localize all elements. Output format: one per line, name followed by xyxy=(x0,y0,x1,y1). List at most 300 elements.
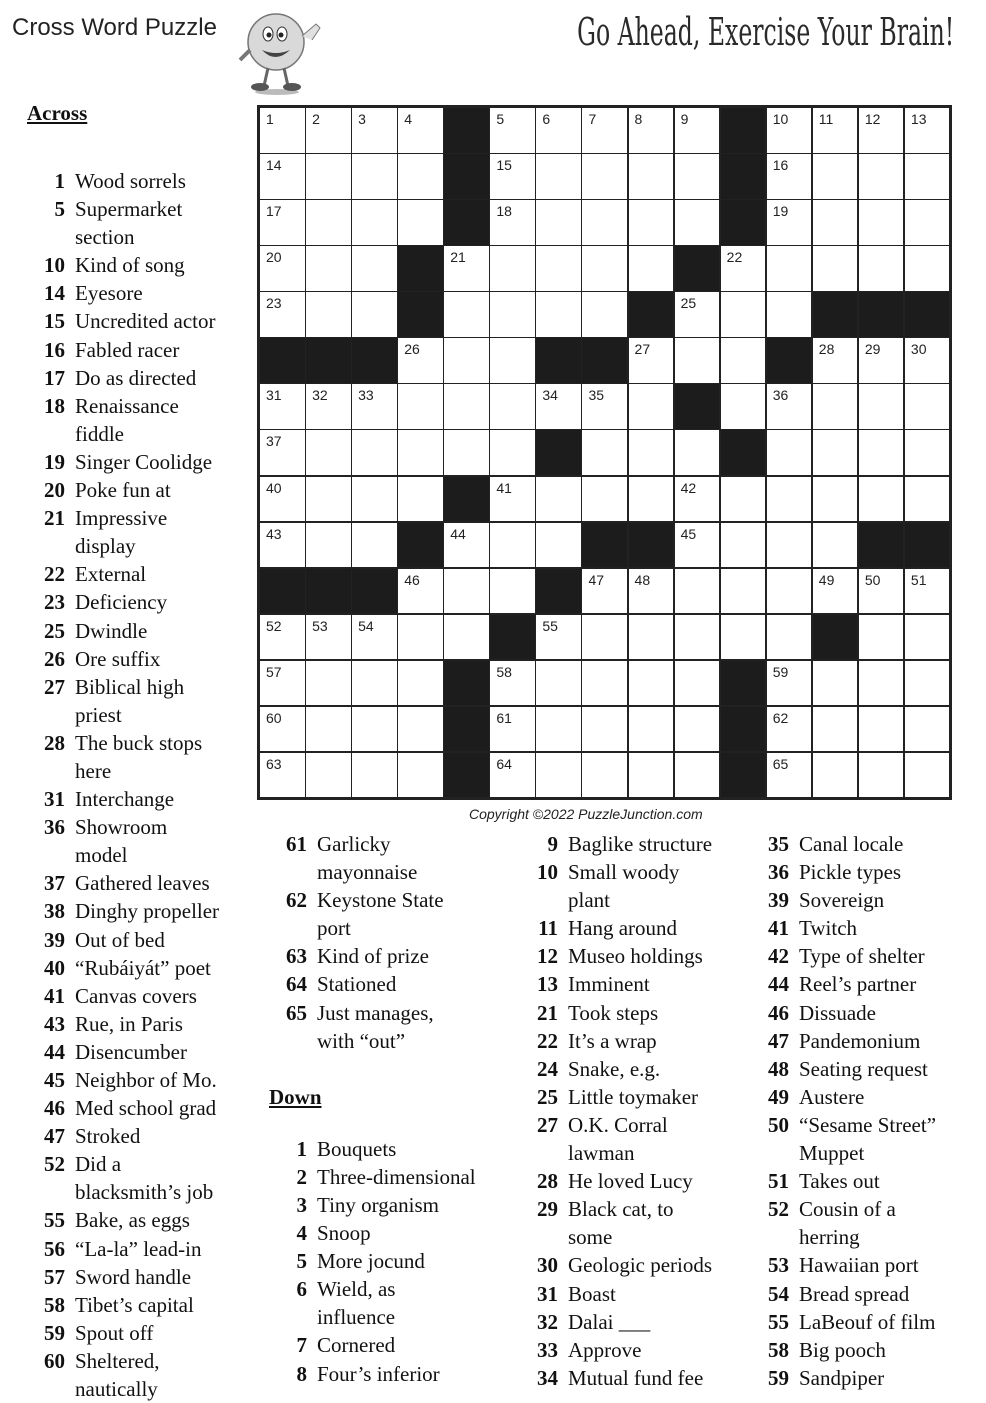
grid-cell[interactable] xyxy=(397,107,444,154)
clue-text: blacksmith’s job xyxy=(75,1180,214,1205)
grid-cell[interactable] xyxy=(858,752,905,799)
grid-cell[interactable] xyxy=(351,660,398,707)
clue-item xyxy=(751,1195,936,1223)
grid-cell[interactable] xyxy=(259,245,306,292)
clue-item xyxy=(269,886,476,914)
clue-item xyxy=(751,1308,936,1336)
grid-cell[interactable] xyxy=(489,476,536,523)
clue-number: 47 xyxy=(44,1124,65,1149)
grid-cell[interactable] xyxy=(812,245,859,292)
grid-cell[interactable] xyxy=(628,429,675,476)
grid-cell[interactable] xyxy=(904,429,951,476)
grid-cell[interactable] xyxy=(489,153,536,200)
grid-cell[interactable] xyxy=(305,752,352,799)
grid-cell[interactable] xyxy=(812,337,859,384)
grid-cell[interactable] xyxy=(351,429,398,476)
grid-cell[interactable] xyxy=(904,153,951,200)
grid-cell[interactable] xyxy=(581,660,628,707)
grid-block xyxy=(904,291,951,338)
clue-number: 51 xyxy=(768,1169,789,1194)
grid-cell[interactable] xyxy=(858,383,905,430)
grid-cell[interactable] xyxy=(720,245,767,292)
clue-item xyxy=(27,645,219,673)
grid-cell[interactable] xyxy=(397,614,444,661)
grid-cell[interactable] xyxy=(443,337,490,384)
grid-cell[interactable] xyxy=(259,383,306,430)
clue-item xyxy=(27,195,219,223)
grid-cell[interactable] xyxy=(858,614,905,661)
grid-cell[interactable] xyxy=(535,660,582,707)
grid-cell[interactable] xyxy=(812,706,859,753)
grid-cell[interactable] xyxy=(904,337,951,384)
grid-cell[interactable] xyxy=(489,660,536,707)
clue-item xyxy=(27,1038,219,1066)
grid-cell[interactable] xyxy=(305,199,352,246)
grid-cell[interactable] xyxy=(443,568,490,615)
grid-cell[interactable] xyxy=(674,614,721,661)
clue-item xyxy=(27,1206,219,1234)
grid-cell[interactable] xyxy=(305,660,352,707)
grid-cell[interactable] xyxy=(674,291,721,338)
clue-item xyxy=(751,1111,936,1139)
grid-cell[interactable] xyxy=(535,383,582,430)
grid-cell[interactable] xyxy=(489,245,536,292)
grid-cell[interactable] xyxy=(351,291,398,338)
grid-cell[interactable] xyxy=(720,476,767,523)
grid-cell[interactable] xyxy=(397,752,444,799)
grid-cell[interactable] xyxy=(581,291,628,338)
grid-cell[interactable] xyxy=(674,706,721,753)
clue-item xyxy=(27,1319,219,1347)
grid-cell[interactable] xyxy=(489,337,536,384)
grid-cell[interactable] xyxy=(259,199,306,246)
clue-number: 45 xyxy=(44,1068,65,1092)
grid-cell[interactable] xyxy=(858,429,905,476)
down-column-3 xyxy=(751,830,936,1392)
grid-cell[interactable] xyxy=(305,476,352,523)
clue-item xyxy=(520,886,712,914)
clue-number: 29 xyxy=(537,1197,558,1222)
clue-item xyxy=(27,448,219,476)
grid-cell[interactable] xyxy=(628,337,675,384)
clue-number: 42 xyxy=(768,944,789,969)
grid-cell[interactable] xyxy=(397,383,444,430)
clue-number: 36 xyxy=(768,860,789,885)
cell-number: 13 xyxy=(910,111,927,127)
clue-text: Kind of song xyxy=(75,253,185,278)
grid-cell[interactable] xyxy=(581,476,628,523)
grid-cell[interactable] xyxy=(904,476,951,523)
grid-cell[interactable] xyxy=(720,291,767,338)
grid-cell[interactable] xyxy=(305,706,352,753)
cell-number: 2 xyxy=(312,111,320,127)
grid-cell[interactable] xyxy=(674,107,721,154)
grid-cell[interactable] xyxy=(489,568,536,615)
grid-cell[interactable] xyxy=(812,153,859,200)
clue-number: 38 xyxy=(44,899,65,924)
grid-cell[interactable] xyxy=(259,153,306,200)
grid-cell[interactable] xyxy=(766,153,813,200)
grid-cell[interactable] xyxy=(305,153,352,200)
grid-cell[interactable] xyxy=(535,153,582,200)
grid-cell[interactable] xyxy=(489,199,536,246)
grid-cell[interactable] xyxy=(812,383,859,430)
grid-cell[interactable] xyxy=(351,245,398,292)
grid-cell[interactable] xyxy=(628,153,675,200)
clue-text: Did a xyxy=(75,1152,122,1177)
grid-cell[interactable] xyxy=(351,522,398,569)
grid-cell[interactable] xyxy=(305,522,352,569)
grid-block xyxy=(581,522,628,569)
grid-cell[interactable] xyxy=(904,107,951,154)
clue-text: Cousin of a xyxy=(799,1197,896,1222)
grid-cell[interactable] xyxy=(489,706,536,753)
grid-cell[interactable] xyxy=(858,568,905,615)
grid-cell[interactable] xyxy=(812,522,859,569)
cell-number: 36 xyxy=(772,387,789,404)
grid-block xyxy=(812,614,859,661)
grid-cell[interactable] xyxy=(259,107,306,154)
copyright-notice: Copyright ©2022 PuzzleJunction.com xyxy=(469,806,703,822)
clue-item xyxy=(27,364,219,392)
clue-text: Tibet’s capital xyxy=(75,1292,194,1317)
grid-cell[interactable] xyxy=(628,614,675,661)
clue-number: 14 xyxy=(44,281,65,306)
grid-cell[interactable] xyxy=(720,614,767,661)
clue-item xyxy=(520,999,712,1027)
grid-cell[interactable] xyxy=(812,199,859,246)
grid-cell[interactable] xyxy=(535,199,582,246)
grid-cell[interactable] xyxy=(351,706,398,753)
grid-cell[interactable] xyxy=(766,614,813,661)
grid-cell[interactable] xyxy=(397,660,444,707)
grid-cell[interactable] xyxy=(628,476,675,523)
grid-cell[interactable] xyxy=(812,660,859,707)
grid-cell[interactable] xyxy=(305,245,352,292)
grid-cell[interactable] xyxy=(535,107,582,154)
grid-cell[interactable] xyxy=(858,245,905,292)
grid-cell[interactable] xyxy=(489,383,536,430)
grid-cell[interactable] xyxy=(766,706,813,753)
grid-cell[interactable] xyxy=(351,752,398,799)
grid-cell[interactable] xyxy=(904,752,951,799)
grid-cell[interactable] xyxy=(535,706,582,753)
grid-cell[interactable] xyxy=(259,291,306,338)
cell-number: 1 xyxy=(266,111,274,127)
grid-cell[interactable] xyxy=(489,429,536,476)
grid-cell[interactable] xyxy=(581,706,628,753)
grid-cell[interactable] xyxy=(259,429,306,476)
grid-block xyxy=(535,337,582,384)
grid-cell[interactable] xyxy=(628,706,675,753)
grid-cell[interactable] xyxy=(674,199,721,246)
clue-text: Hawaiian port xyxy=(799,1253,919,1278)
clue-item xyxy=(520,1364,712,1392)
grid-cell[interactable] xyxy=(259,476,306,523)
grid-block xyxy=(397,245,444,292)
cell-number: 15 xyxy=(496,157,512,174)
clue-text: Dwindle xyxy=(75,618,148,643)
grid-cell[interactable] xyxy=(674,522,721,569)
grid-cell[interactable] xyxy=(812,429,859,476)
clue-number xyxy=(27,420,65,448)
grid-cell[interactable] xyxy=(535,476,582,523)
cell-number: 37 xyxy=(266,433,282,450)
grid-cell[interactable] xyxy=(720,568,767,615)
clue-number: 59 xyxy=(768,1365,789,1390)
grid-cell[interactable] xyxy=(397,476,444,523)
grid-cell[interactable] xyxy=(766,245,813,292)
grid-cell[interactable] xyxy=(351,476,398,523)
grid-cell[interactable] xyxy=(674,752,721,799)
grid-cell[interactable] xyxy=(674,660,721,707)
clue-text: Takes out xyxy=(799,1169,880,1194)
grid-cell[interactable] xyxy=(858,660,905,707)
grid-cell[interactable] xyxy=(259,752,306,799)
clue-item xyxy=(520,1139,712,1167)
clue-item xyxy=(751,1167,936,1195)
grid-cell[interactable] xyxy=(766,660,813,707)
grid-cell[interactable] xyxy=(443,429,490,476)
grid-cell[interactable] xyxy=(443,522,490,569)
grid-cell[interactable] xyxy=(720,383,767,430)
clue-text: Wood sorrels xyxy=(75,169,186,193)
grid-cell[interactable] xyxy=(766,568,813,615)
down-column-2 xyxy=(520,830,712,1392)
grid-cell[interactable] xyxy=(259,522,306,569)
grid-cell[interactable] xyxy=(305,429,352,476)
grid-cell[interactable] xyxy=(581,383,628,430)
cell-number: 62 xyxy=(772,709,789,726)
clue-number: 24 xyxy=(537,1056,558,1081)
grid-cell[interactable] xyxy=(305,291,352,338)
grid-cell[interactable] xyxy=(674,476,721,523)
grid-cell[interactable] xyxy=(904,245,951,292)
grid-cell[interactable] xyxy=(628,752,675,799)
grid-cell[interactable] xyxy=(443,291,490,338)
grid-cell[interactable] xyxy=(535,245,582,292)
clue-item xyxy=(751,914,936,942)
grid-cell[interactable] xyxy=(858,706,905,753)
clue-item xyxy=(27,1178,219,1206)
grid-cell[interactable] xyxy=(628,660,675,707)
clue-text: Twitch xyxy=(799,916,858,941)
grid-cell[interactable] xyxy=(766,752,813,799)
grid-cell[interactable] xyxy=(766,383,813,430)
grid-cell[interactable] xyxy=(628,245,675,292)
grid-cell[interactable] xyxy=(812,476,859,523)
grid-cell[interactable] xyxy=(397,706,444,753)
grid-cell[interactable] xyxy=(581,153,628,200)
grid-cell[interactable] xyxy=(674,153,721,200)
grid-cell[interactable] xyxy=(720,337,767,384)
grid-block xyxy=(535,568,582,615)
grid-cell[interactable] xyxy=(581,614,628,661)
grid-cell[interactable] xyxy=(766,476,813,523)
grid-cell[interactable] xyxy=(535,522,582,569)
clue-text: lawman xyxy=(568,1141,635,1166)
grid-block xyxy=(443,153,490,200)
grid-cell[interactable] xyxy=(259,660,306,707)
clue-text: Sovereign xyxy=(799,888,885,913)
grid-cell[interactable] xyxy=(812,752,859,799)
grid-cell[interactable] xyxy=(535,614,582,661)
grid-cell[interactable] xyxy=(581,429,628,476)
clue-item xyxy=(27,1122,219,1150)
grid-cell[interactable] xyxy=(812,568,859,615)
clue-text: Interchange xyxy=(75,787,175,812)
grid-cell[interactable] xyxy=(351,107,398,154)
grid-cell[interactable] xyxy=(858,153,905,200)
grid-cell[interactable] xyxy=(858,476,905,523)
grid-cell[interactable] xyxy=(766,429,813,476)
grid-cell[interactable] xyxy=(904,383,951,430)
clue-item xyxy=(27,1094,219,1122)
clue-number xyxy=(520,1223,558,1251)
grid-cell[interactable] xyxy=(766,199,813,246)
grid-cell[interactable] xyxy=(397,568,444,615)
grid-cell[interactable] xyxy=(674,568,721,615)
cell-number: 32 xyxy=(312,387,328,404)
clue-text: Keystone State xyxy=(317,888,444,913)
clue-item xyxy=(520,1195,712,1223)
clue-text: Uncredited actor xyxy=(75,309,216,334)
clue-item xyxy=(751,1251,936,1279)
grid-block xyxy=(259,568,306,615)
clue-number: 15 xyxy=(44,309,65,334)
grid-cell[interactable] xyxy=(397,153,444,200)
clue-number: 41 xyxy=(44,983,65,1008)
clue-text: Boast xyxy=(568,1281,616,1306)
grid-cell[interactable] xyxy=(259,706,306,753)
clue-list xyxy=(269,1135,476,1388)
grid-cell[interactable] xyxy=(720,522,767,569)
grid-cell[interactable] xyxy=(766,522,813,569)
clue-number xyxy=(751,1139,789,1167)
grid-cell[interactable] xyxy=(443,614,490,661)
clue-text: Mutual fund fee xyxy=(568,1365,704,1390)
grid-cell[interactable] xyxy=(674,337,721,384)
grid-cell[interactable] xyxy=(581,199,628,246)
clue-item xyxy=(27,841,219,869)
clue-text: Big pooch xyxy=(799,1337,886,1362)
clue-number: 8 xyxy=(296,1361,307,1386)
clue-number: 58 xyxy=(44,1292,65,1317)
grid-cell[interactable] xyxy=(489,291,536,338)
clue-text: O.K. Corral xyxy=(568,1112,668,1137)
grid-cell[interactable] xyxy=(628,199,675,246)
clue-number: 63 xyxy=(286,944,307,969)
clue-item xyxy=(269,970,476,998)
clue-item xyxy=(520,1083,712,1111)
cell-number: 21 xyxy=(450,249,466,266)
clue-number: 23 xyxy=(44,590,65,615)
grid-cell[interactable] xyxy=(351,383,398,430)
grid-cell[interactable] xyxy=(305,383,352,430)
clue-text: port xyxy=(317,916,351,941)
clue-number xyxy=(27,757,65,785)
grid-cell[interactable] xyxy=(397,199,444,246)
grid-cell[interactable] xyxy=(904,568,951,615)
grid-cell[interactable] xyxy=(305,107,352,154)
clue-text: Med school grad xyxy=(75,1096,217,1121)
grid-cell[interactable] xyxy=(351,153,398,200)
grid-cell[interactable] xyxy=(581,107,628,154)
grid-cell[interactable] xyxy=(766,107,813,154)
grid-cell[interactable] xyxy=(858,199,905,246)
grid-block xyxy=(812,291,859,338)
clue-list xyxy=(520,830,712,1392)
grid-block xyxy=(720,752,767,799)
grid-cell[interactable] xyxy=(397,429,444,476)
clue-text: Pandemonium xyxy=(799,1028,921,1053)
cell-number: 53 xyxy=(312,617,328,634)
grid-cell[interactable] xyxy=(581,245,628,292)
cell-number: 19 xyxy=(772,203,789,220)
cell-number: 14 xyxy=(266,157,282,174)
grid-cell[interactable] xyxy=(259,614,306,661)
clue-text: Imminent xyxy=(568,972,650,997)
clue-number: 18 xyxy=(44,393,65,418)
grid-cell[interactable] xyxy=(904,199,951,246)
clue-number xyxy=(269,1303,307,1331)
clue-number: 26 xyxy=(44,646,65,671)
grid-cell[interactable] xyxy=(904,660,951,707)
grid-cell[interactable] xyxy=(305,614,352,661)
clue-text: Austere xyxy=(799,1084,865,1109)
grid-cell[interactable] xyxy=(489,522,536,569)
grid-cell[interactable] xyxy=(489,752,536,799)
clue-number: 13 xyxy=(537,972,558,997)
clue-number: 27 xyxy=(44,674,65,699)
grid-cell[interactable] xyxy=(858,107,905,154)
grid-cell[interactable] xyxy=(674,429,721,476)
grid-cell[interactable] xyxy=(628,383,675,430)
clue-number: 28 xyxy=(44,730,65,755)
grid-cell[interactable] xyxy=(904,706,951,753)
clue-number: 4 xyxy=(296,1221,307,1246)
grid-cell[interactable] xyxy=(628,568,675,615)
grid-cell[interactable] xyxy=(397,337,444,384)
grid-cell[interactable] xyxy=(858,337,905,384)
clue-text: “Sesame Street” xyxy=(799,1112,937,1137)
clue-number: 25 xyxy=(44,618,65,643)
grid-cell[interactable] xyxy=(812,107,859,154)
grid-cell[interactable] xyxy=(489,107,536,154)
grid-cell[interactable] xyxy=(351,199,398,246)
clue-number: 31 xyxy=(537,1281,558,1306)
grid-cell[interactable] xyxy=(443,245,490,292)
grid-cell[interactable] xyxy=(443,383,490,430)
grid-block xyxy=(305,568,352,615)
grid-block xyxy=(628,291,675,338)
grid-cell[interactable] xyxy=(628,107,675,154)
grid-cell[interactable] xyxy=(535,291,582,338)
clue-item xyxy=(269,1163,476,1191)
grid-cell[interactable] xyxy=(581,752,628,799)
clue-item xyxy=(27,926,219,954)
grid-cell[interactable] xyxy=(766,291,813,338)
clue-number xyxy=(520,886,558,914)
cell-number: 33 xyxy=(358,387,374,404)
clue-number: 39 xyxy=(44,927,65,952)
grid-cell[interactable] xyxy=(581,568,628,615)
grid-cell[interactable] xyxy=(535,752,582,799)
clue-text: It’s a wrap xyxy=(568,1028,657,1053)
grid-cell[interactable] xyxy=(904,614,951,661)
grid-cell[interactable] xyxy=(351,614,398,661)
clue-item xyxy=(751,1083,936,1111)
